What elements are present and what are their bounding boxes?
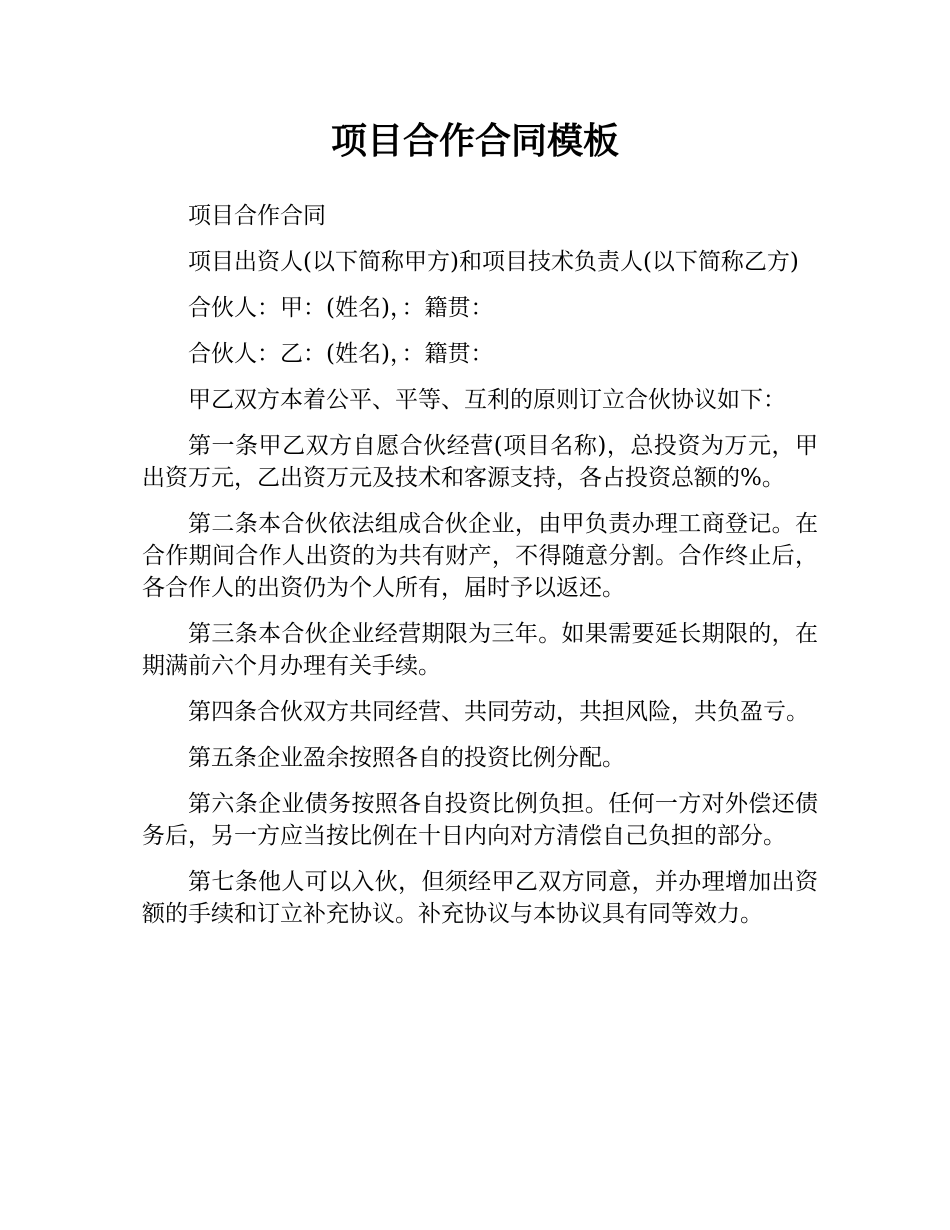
document-title: 项目合作合同模板 [330, 121, 619, 162]
document-body [142, 200, 818, 944]
paragraph-article-4: 第四条合伙双方共同经营、共同劳动，共担风险，共负盈亏。 [188, 699, 809, 725]
paragraph-partner-a: 合伙人：甲：(姓名)，：籍贯： [188, 295, 494, 321]
paragraph-partner-b: 合伙人：乙：(姓名)，：籍贯： [188, 341, 494, 367]
paragraph-article-6: 第六条企业债务按照各自投资比例负担。任何一方对外偿还债务后，另一方应当按比例在十日内向对方清偿自己负担的部分。 [142, 791, 818, 849]
paragraph-article-1: 第一条甲乙双方自愿合伙经营(项目名称)，总投资为万元，甲出资万元，乙出资万元及技术和客源支持，各占投资总额的%。 [142, 433, 818, 491]
paragraph-article-3: 第三条本合伙企业经营期限为三年。如果需要延长期限的，在期满前六个月办理有关手续。 [142, 621, 818, 679]
paragraph-heading: 项目合作合同 [188, 203, 326, 229]
paragraph-article-2: 第二条本合伙依法组成合伙企业，由甲负责办理工商登记。在合作期间合作人出资的为共有财产，不得随意分割。合作终止后，各合作人的出资仍为个人所有，届时予以返还。 [142, 511, 818, 601]
paragraph-article-5: 第五条企业盈余按照各自的投资比例分配。 [188, 745, 625, 771]
paragraph-parties: 项目出资人(以下简称甲方)和项目技术负责人(以下简称乙方) [188, 249, 799, 275]
paragraph-article-7: 第七条他人可以入伙，但须经甲乙双方同意，并办理增加出资额的手续和订立补充协议。补充协议与本协议具有同等效力。 [142, 869, 818, 927]
paragraph-preamble: 甲乙双方本着公平、平等、互利的原则订立合伙协议如下： [188, 387, 786, 413]
